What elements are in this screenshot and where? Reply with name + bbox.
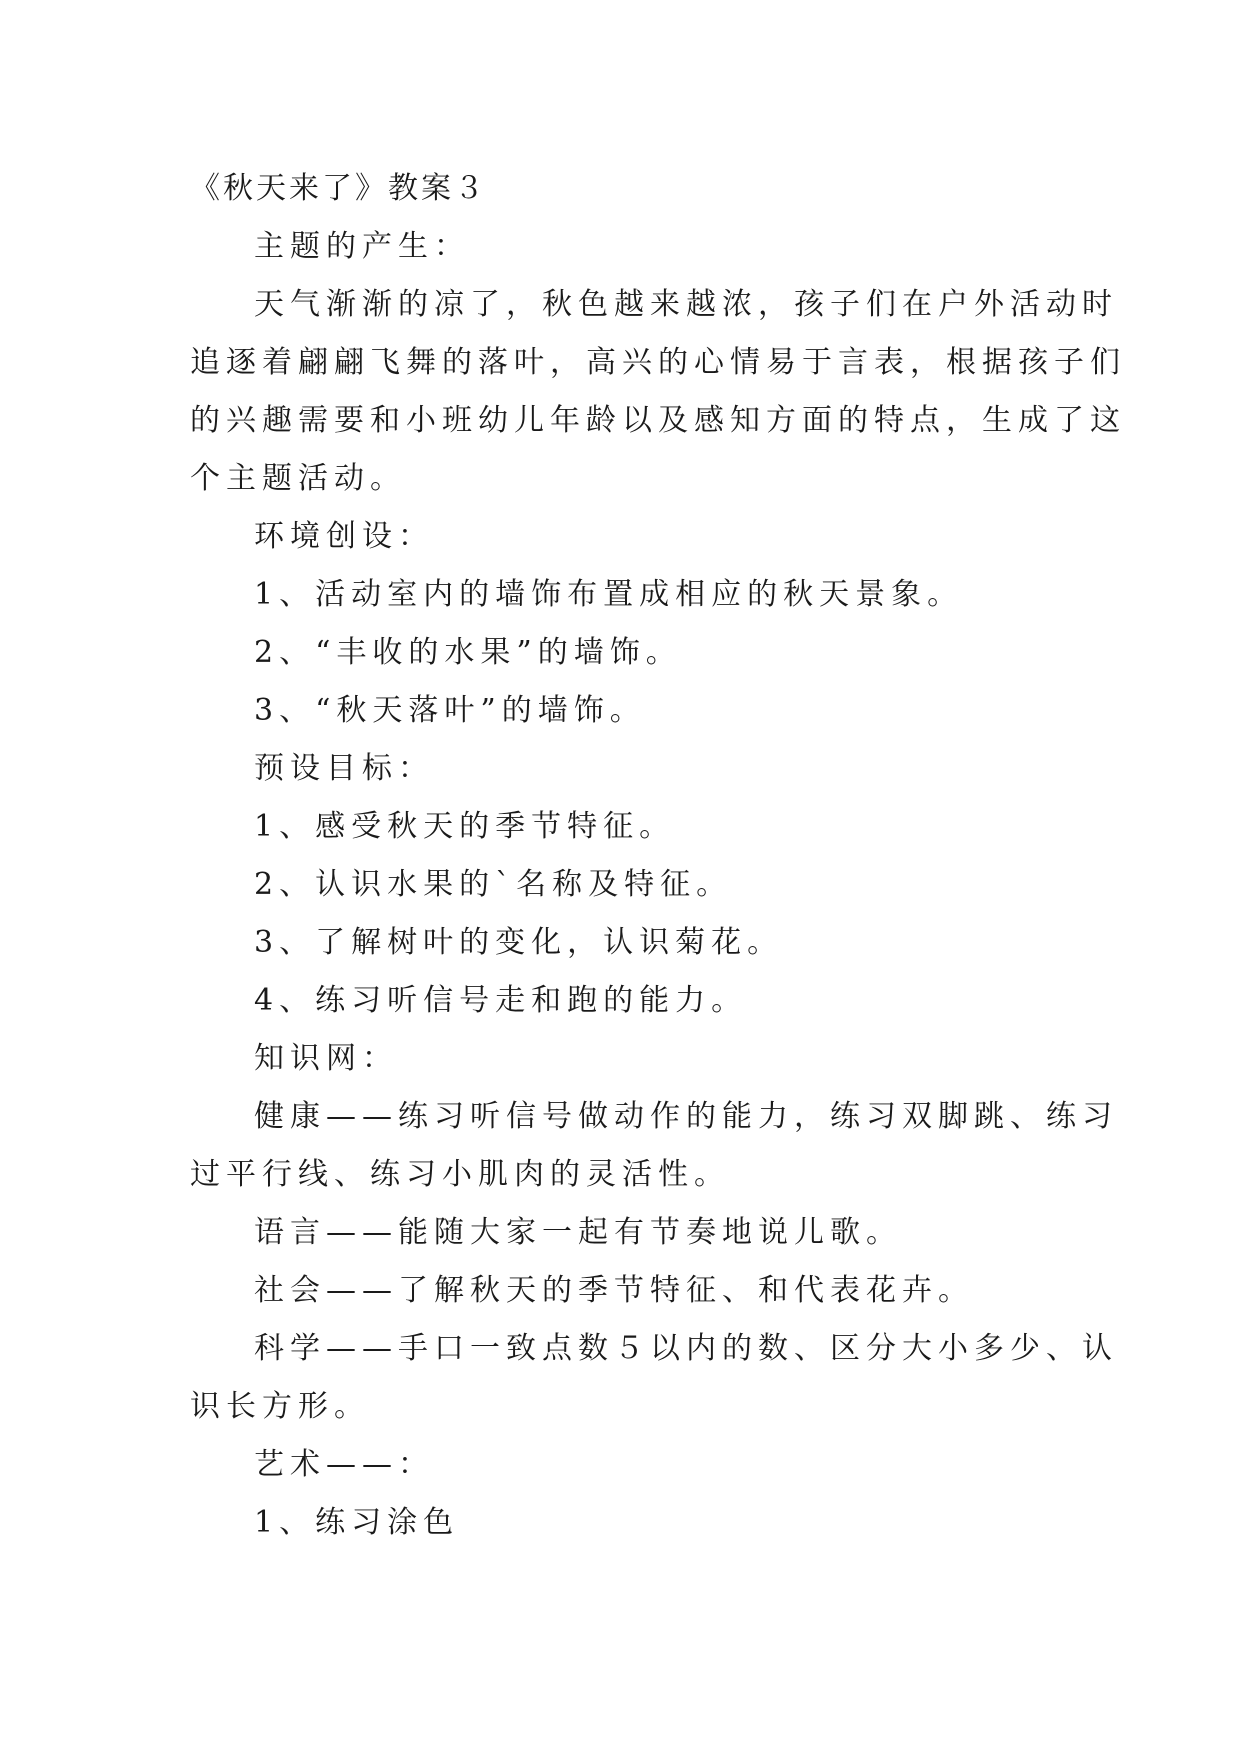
list-item: 2、认识水果的`名称及特征。 (254, 867, 733, 902)
list-item: 4、练习听信号走和跑的能力。 (254, 983, 748, 1018)
section-heading-knowledge: 知识网： (254, 1041, 398, 1076)
paragraph-line: 科学——手口一致点数５以内的数、区分大小多少、认 (254, 1331, 1118, 1366)
document-title: 《秋天来了》教案３ (190, 171, 487, 206)
paragraph-line: 的兴趣需要和小班幼儿年龄以及感知方面的特点，生成了这 (190, 403, 1126, 438)
paragraph-line: 社会——了解秋天的季节特征、和代表花卉。 (254, 1273, 974, 1308)
paragraph-line: 过平行线、练习小肌肉的灵活性。 (190, 1157, 730, 1192)
paragraph-line: 天气渐渐的凉了，秋色越来越浓，孩子们在户外活动时 (254, 287, 1118, 322)
list-item: 2、“丰收的水果”的墙饰。 (254, 635, 682, 670)
paragraph-line: 识长方形。 (190, 1389, 370, 1424)
section-heading-goals: 预设目标： (254, 751, 434, 786)
section-heading-environment: 环境创设： (254, 519, 434, 554)
document-body (190, 160, 1126, 1552)
section-heading-origin: 主题的产生： (254, 229, 470, 264)
paragraph-line: 语言——能随大家一起有节奏地说儿歌。 (254, 1215, 902, 1250)
list-item: 1、练习涂色 (254, 1505, 460, 1540)
paragraph-line: 追逐着翩翩飞舞的落叶，高兴的心情易于言表，根据孩子们 (190, 345, 1126, 380)
paragraph-line: 健康——练习听信号做动作的能力，练习双脚跳、练习 (254, 1099, 1118, 1134)
list-item: 3、了解树叶的变化，认识菊花。 (254, 925, 784, 960)
section-heading-art: 艺术——： (254, 1447, 434, 1482)
list-item: 1、活动室内的墙饰布置成相应的秋天景象。 (254, 577, 964, 612)
list-item: 1、感受秋天的季节特征。 (254, 809, 676, 844)
paragraph-line: 个主题活动。 (190, 461, 406, 496)
list-item: 3、“秋天落叶”的墙饰。 (254, 693, 646, 728)
